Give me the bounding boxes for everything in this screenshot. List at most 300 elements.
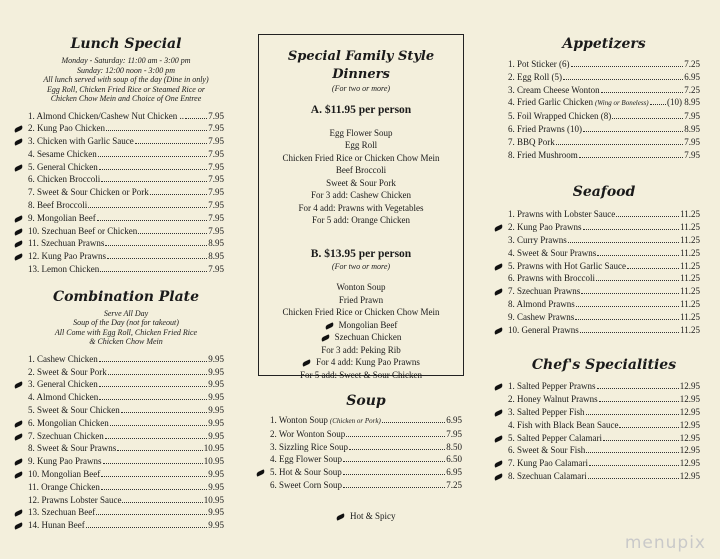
menu-item (508, 311, 700, 324)
dot-leader (343, 487, 445, 488)
dot-leader (97, 220, 208, 221)
menu-item-name: 2. Sweet & Sour Pork (28, 366, 107, 377)
chili-pepper-icon (324, 322, 334, 329)
menu-item-price: 7.95 (208, 161, 224, 172)
menu-item (508, 234, 700, 247)
family-a-list (259, 127, 463, 227)
menu-item (508, 96, 700, 110)
menu-item-price: 7.95 (208, 212, 224, 223)
menu-item-name: 10. Mongolian Beef (28, 469, 101, 480)
chili-pepper-icon (14, 253, 24, 258)
spicy-legend (270, 510, 462, 523)
left-column (28, 0, 224, 532)
dot-leader (597, 255, 679, 256)
soup-section (270, 392, 462, 522)
menu-item-price: 7.95 (208, 174, 224, 185)
chili-pepper-icon (14, 125, 24, 130)
menu-item-price: 6.95 (446, 467, 462, 478)
dot-leader (568, 242, 679, 243)
family-a-subtitle: (For two or more) (331, 84, 391, 93)
right-column (508, 0, 700, 483)
chili-pepper-icon (494, 263, 504, 268)
dot-leader (627, 268, 679, 269)
menu-item (28, 353, 224, 366)
menu-item (508, 71, 700, 84)
chili-pepper-icon (494, 327, 504, 332)
text-line (259, 319, 463, 332)
text-line: All lunch served with soup of the day (Dine in only) (43, 75, 209, 84)
chili-pepper-icon (320, 334, 330, 341)
dot-leader (101, 489, 207, 490)
combination-plate-list (28, 353, 224, 532)
menu-item-note: (Chicken or Pork) (329, 417, 381, 425)
menu-item-price: 9.95 (208, 507, 224, 518)
menu-item-price: 11.25 (680, 209, 700, 220)
menu-item (508, 419, 700, 432)
menu-item-price: 11.25 (680, 247, 700, 258)
chili-pepper-icon (494, 288, 504, 293)
watermark-accent: pix (677, 533, 706, 553)
menu-item (508, 247, 700, 260)
dot-leader (117, 450, 203, 451)
dot-leader (619, 427, 678, 428)
menu-item-name: 5. Sweet & Sour Chicken (28, 405, 120, 416)
menu-item (28, 442, 224, 455)
menu-item (28, 430, 224, 443)
menu-item-price: 10.95 (203, 443, 224, 454)
menu-item-price: 12.95 (679, 381, 700, 392)
dot-leader (343, 474, 445, 475)
menu-item-name: 7. Szechuan Chicken (28, 430, 104, 441)
dot-leader (105, 245, 207, 246)
menu-item-note: (Wing or Boneless) (594, 99, 649, 108)
menu-item (28, 135, 224, 148)
menu-item-price: 7.95 (208, 136, 224, 147)
dot-leader (122, 502, 202, 503)
menu-item-price: 7.95 (684, 111, 700, 122)
chili-pepper-icon (494, 473, 504, 478)
menu-item (28, 148, 224, 161)
menu-item (508, 110, 700, 123)
text-line (259, 281, 463, 294)
menu-item-name: 2. Kung Pao Chicken (28, 123, 105, 134)
menu-item-name: 6. Mongolian Chicken (28, 417, 109, 428)
dot-leader (616, 216, 679, 217)
soup-list (270, 414, 462, 492)
dot-leader (106, 130, 207, 131)
family-b-list (259, 281, 463, 381)
menu-item (28, 199, 224, 212)
chili-pepper-icon (14, 433, 24, 438)
chili-pepper-icon (14, 381, 24, 386)
dot-leader (563, 79, 683, 80)
menu-item-price: 9.95 (208, 417, 224, 428)
menu-item-price: 12.95 (679, 458, 700, 469)
menu-item-name: 4. Egg Flower Soup (270, 454, 342, 465)
menu-item (508, 84, 700, 97)
menu-item-name: 2. Egg Roll (5) (508, 71, 562, 82)
menu-item (28, 481, 224, 494)
menu-item-name: 2. Honey Walnut Prawns (508, 394, 598, 405)
text-line (259, 306, 463, 319)
menu-item-name: 1. Prawns with Lobster Sauce (508, 209, 616, 220)
menu-item-price: 12.95 (679, 445, 700, 456)
dot-leader (601, 92, 684, 93)
menu-item (508, 260, 700, 273)
menu-item-price: 11.25 (680, 324, 700, 335)
dot-leader (99, 386, 208, 387)
menu-item-name: 7. BBQ Pork (508, 136, 555, 147)
dot-leader (138, 233, 207, 234)
dot-leader (586, 452, 678, 453)
dot-leader (343, 461, 445, 462)
menu-item-price: 7.95 (446, 428, 462, 439)
text-line: All Come with Egg Roll, Chicken Fried Rice (54, 327, 198, 337)
dot-leader (599, 401, 679, 402)
spicy-legend-label: Hot & Spicy (349, 510, 396, 521)
dot-leader (597, 388, 679, 389)
dot-leader (121, 412, 208, 413)
menu-item (508, 272, 700, 285)
menu-item-name: 9. Mongolian Beef (28, 212, 96, 223)
menu-item-price: 9.95 (208, 520, 224, 531)
menu-item-price: 11.25 (680, 298, 700, 309)
menu-item-price: (10) 8.95 (667, 97, 700, 108)
menu-item (28, 250, 224, 263)
text-line: Sweet & Sour Pork (326, 177, 396, 188)
family-dinner-title: Special Family Style Dinners (287, 49, 435, 82)
menu-item (508, 58, 700, 71)
dot-leader (588, 478, 679, 479)
menu-item-price: 9.95 (208, 469, 224, 480)
dot-leader (86, 527, 208, 528)
watermark-main: menu (624, 533, 678, 553)
dot-leader (346, 436, 445, 437)
menu-item (28, 237, 224, 250)
text-line (259, 356, 463, 369)
menu-item-price: 12.95 (679, 432, 700, 443)
menu-item-name: 4. Almond Chicken (28, 392, 99, 403)
menu-item-price: 7.95 (208, 123, 224, 134)
menu-item-name: 5. Foil Wrapped Chicken (8) (508, 111, 612, 122)
menu-item (270, 414, 462, 428)
menu-item-name: 5. General Chicken (28, 161, 98, 172)
dot-leader (108, 374, 208, 375)
text-line: For 5 add: Orange Chicken (312, 215, 410, 225)
menu-item (28, 506, 224, 519)
menu-item (28, 417, 224, 430)
soup-title: Soup (346, 393, 386, 409)
text-line: For 3 add: Cashew Chicken (311, 190, 411, 200)
text-line: Egg Flower Soup (329, 127, 393, 138)
chili-pepper-icon (494, 224, 504, 229)
menu-item-price: 7.95 (208, 264, 224, 275)
menu-item (28, 225, 224, 238)
dot-leader (96, 514, 207, 515)
menu-item (508, 136, 700, 149)
menu-item-price: 6.50 (446, 454, 462, 465)
text-line (259, 294, 463, 307)
menu-item-name: 8. Almond Prawns (508, 298, 575, 309)
dot-leader (107, 258, 207, 259)
text-line (259, 344, 463, 357)
dot-leader (581, 293, 679, 294)
text-line: Sunday: 12:00 noon - 3:00 pm (77, 65, 175, 75)
menu-item-price: 7.25 (684, 84, 700, 95)
dot-leader (650, 104, 666, 105)
dot-leader (135, 143, 208, 144)
menu-item-name: 6. Prawns with Broccoli (508, 273, 595, 284)
menu-item-price: 6.95 (446, 415, 462, 425)
appetizers-title: Appetizers (562, 36, 646, 52)
text-line (259, 331, 463, 344)
menu-item-name: 10. Szechuan Beef or Chicken (28, 225, 138, 236)
dot-leader (556, 144, 683, 145)
menu-item-price: 7.25 (684, 59, 700, 69)
menu-item (28, 212, 224, 225)
menu-item-name: 8. Szechuan Calamari (508, 470, 587, 481)
menu-item-name: 3. Curry Prawns (508, 234, 567, 245)
dot-leader (589, 465, 679, 466)
appetizers-list (508, 58, 700, 161)
seafood-title: Seafood (572, 184, 636, 201)
menu-item-price: 12.95 (679, 406, 700, 417)
menu-item-name: 8. Beef Broccoli (28, 200, 88, 211)
menu-item-price: 7.95 (208, 200, 224, 211)
menu-item (508, 221, 700, 234)
dot-leader (586, 414, 679, 415)
dot-leader (579, 157, 684, 158)
dot-leader (110, 425, 208, 426)
menu-item (28, 161, 224, 174)
menu-item (508, 298, 700, 311)
menu-item-price: 11.25 (680, 260, 700, 271)
menu-item (508, 457, 700, 470)
menu-item-price: 9.95 (208, 405, 224, 416)
menu-item-price: 7.95 (208, 110, 224, 121)
text-line: Chicken Fried Rice or Chicken Chow Mein (282, 152, 440, 163)
menu-item-name: 6. Chicken Broccoli (28, 174, 101, 185)
chef-specialities-title: Chef's Specialities (531, 357, 677, 374)
family-dinner-box (258, 34, 464, 380)
menu-item (28, 263, 224, 276)
menu-item-price: 12.95 (679, 470, 700, 481)
menupix-watermark (625, 533, 706, 553)
dot-leader (576, 306, 679, 307)
menu-item-price: 7.95 (208, 225, 224, 236)
menu-item (28, 378, 224, 391)
menu-item (28, 366, 224, 379)
menu-item (508, 208, 700, 221)
dot-leader (603, 440, 679, 441)
text-line-label: Mongolian Beef (338, 319, 398, 330)
dot-leader (583, 131, 683, 132)
menu-item (508, 149, 700, 162)
menu-item-name: 3. Sizzling Rice Soup (270, 441, 348, 452)
text-line: Beef Broccoli (335, 165, 387, 175)
dot-leader (99, 169, 208, 170)
menu-item (28, 455, 224, 468)
menu-item-name: 12. Prawns Lobster Sauce (28, 494, 122, 505)
text-line: Serve All Day (103, 308, 149, 318)
menu-item-name: 7. Szechuan Prawns (508, 286, 581, 297)
menu-item-price: 7.95 (684, 136, 700, 147)
menu-item (508, 444, 700, 457)
menu-item-name: 1. Cashew Chicken (28, 353, 98, 364)
dot-leader (99, 399, 207, 400)
menu-item (508, 406, 700, 419)
menu-item-name: 3. Cream Cheese Wonton (508, 84, 600, 95)
dot-leader (571, 66, 684, 67)
chili-pepper-icon (494, 435, 504, 440)
menu-item-price: 7.95 (684, 149, 700, 160)
menu-item-price: 9.95 (208, 379, 224, 390)
dot-leader (88, 207, 207, 208)
menu-item-price: 9.95 (208, 366, 224, 377)
menu-item (270, 441, 462, 454)
text-line-label: For 3 add: Peking Rib (321, 344, 401, 355)
menu-item-price: 9.95 (208, 392, 224, 403)
menu-item (28, 494, 224, 507)
menu-item (508, 432, 700, 445)
chili-pepper-icon (14, 420, 24, 425)
menu-item (28, 404, 224, 417)
menu-item-name: 9. Kung Pao Prawns (28, 456, 102, 467)
menu-item-name: 5. Hot & Sour Soup (270, 467, 342, 478)
dot-leader (580, 332, 679, 333)
menu-item-name: 7. Sweet & Sour Chicken or Pork (28, 187, 149, 198)
text-line-label: Szechuan Chicken (334, 332, 402, 342)
dot-leader (583, 229, 680, 230)
menu-item-price: 7.95 (208, 187, 224, 198)
dot-leader (349, 449, 445, 450)
text-line: Chicken Chow Mein and Choice of One Entree (50, 94, 202, 103)
family-b-subtitle: (For two or more) (331, 261, 391, 271)
menu-item-name: 1. Wonton Soup (270, 415, 328, 425)
dot-leader (382, 422, 445, 423)
text-line-label: Chicken Fried Rice or Chicken Chow Mein (282, 307, 440, 317)
chili-pepper-icon (494, 409, 504, 414)
menu-item-name: 12. Kung Pao Prawns (28, 251, 106, 262)
menu-item (28, 186, 224, 199)
chili-pepper-icon (336, 513, 346, 520)
menu-item-name: 13. Szechuan Beef (28, 507, 96, 518)
menu-item (508, 393, 700, 406)
text-line-label: Wonton Soup (336, 282, 386, 292)
menu-item-price: 9.95 (208, 353, 224, 364)
lunch-special-list (28, 110, 224, 276)
menu-item-price: 11.25 (680, 222, 700, 233)
lunch-special-title: Lunch Special (70, 36, 182, 52)
dot-leader (150, 194, 208, 195)
menu-item-name: 1. Salted Pepper Prawns (508, 381, 596, 392)
text-line: Soup of the Day (not for takeout) (73, 318, 179, 328)
menu-item-price: 10.95 (203, 456, 224, 467)
menu-item (508, 123, 700, 136)
seafood-list (508, 208, 700, 336)
menu-item-price: 8.95 (208, 251, 224, 262)
menu-item-price: 9.95 (208, 430, 224, 441)
menu-item (28, 391, 224, 404)
chili-pepper-icon (14, 215, 24, 220)
dot-leader (100, 271, 207, 272)
menu-item-name: 2. Wor Wonton Soup (270, 428, 346, 439)
menu-item (270, 466, 462, 479)
menu-item (270, 428, 462, 441)
menu-item-price: 11.25 (680, 273, 700, 284)
menu-item-name: 4. Sweet & Sour Prawns (508, 247, 597, 258)
menu-item (508, 470, 700, 483)
text-line-label: For 4 add: Kung Pao Prawns (316, 357, 420, 367)
family-a-price: A. $11.95 per person (310, 103, 412, 116)
dot-leader (101, 476, 207, 477)
menu-item-price: 8.95 (684, 123, 700, 134)
menu-item-price: 8.95 (208, 238, 224, 249)
menu-item-name: 14. Hunan Beef (28, 520, 85, 531)
menu-item (508, 324, 700, 337)
menu-item-name: 6. Fried Prawns (10) (508, 123, 582, 134)
menu-item-name: 5. Prawns with Hot Garlic Sauce (508, 260, 626, 271)
menu-item-name: 13. Lemon Chicken (28, 264, 100, 275)
menu-item (28, 519, 224, 532)
menu-item (508, 380, 700, 393)
chili-pepper-icon (494, 460, 504, 465)
lunch-special-info (28, 56, 224, 104)
chili-pepper-icon (14, 240, 24, 245)
dot-leader (185, 118, 207, 119)
text-line-label: For 5 add: Sweet & Sour Chicken (300, 369, 422, 380)
chili-pepper-icon (14, 509, 24, 514)
menu-item-name: 5. Salted Pepper Calamari (508, 432, 602, 443)
menu-item (28, 122, 224, 135)
chili-pepper-icon (14, 228, 24, 233)
chili-pepper-icon (14, 522, 24, 527)
combination-plate-title: Combination Plate (52, 288, 200, 305)
menu-item-price: 11.25 (680, 311, 700, 322)
menu-item-price: 12.95 (679, 419, 700, 430)
dot-leader (575, 319, 679, 320)
dot-leader (101, 181, 207, 182)
menu-item-name: 3. General Chicken (28, 379, 98, 390)
menu-item-price: 7.25 (446, 479, 462, 490)
menu-item-name: 11. Orange Chicken (28, 481, 100, 492)
menu-item-price: 12.95 (679, 394, 700, 405)
text-line (259, 369, 463, 382)
menu-item-price: 11.25 (680, 286, 700, 297)
dot-leader (98, 156, 208, 157)
menu-item (508, 285, 700, 298)
menu-item-price: 6.95 (684, 71, 700, 82)
chili-pepper-icon (14, 164, 24, 169)
menu-item-name: 1. Almond Chicken/Cashew Nut Chicken .. (28, 110, 184, 121)
text-line: Monday - Saturday: 11:00 am - 3:00 pm (61, 56, 191, 65)
menu-item-name: 2. Kung Pao Prawns (508, 222, 582, 233)
menu-item-price: 8.50 (446, 441, 462, 452)
chili-pepper-icon (14, 471, 24, 476)
chili-pepper-icon (494, 383, 504, 388)
menu-item-name: 8. Fried Mushroom (508, 149, 578, 160)
menu-item-name: 9. Cashew Prawns (508, 311, 575, 322)
menu-item (28, 110, 224, 123)
menu-item-name: 4. Fried Garlic Chicken (508, 97, 593, 108)
menu-item-name: 8. Sweet & Sour Prawns (28, 443, 117, 454)
menu-item-name: 1. Pot Sticker (6) (508, 59, 570, 69)
menu-item (28, 468, 224, 481)
menu-item-name: 10. General Prawns (508, 324, 579, 335)
menu-item-price: 11.25 (680, 234, 700, 245)
dot-leader (105, 438, 208, 439)
menu-item-name: 3. Salted Pepper Fish (508, 406, 585, 417)
